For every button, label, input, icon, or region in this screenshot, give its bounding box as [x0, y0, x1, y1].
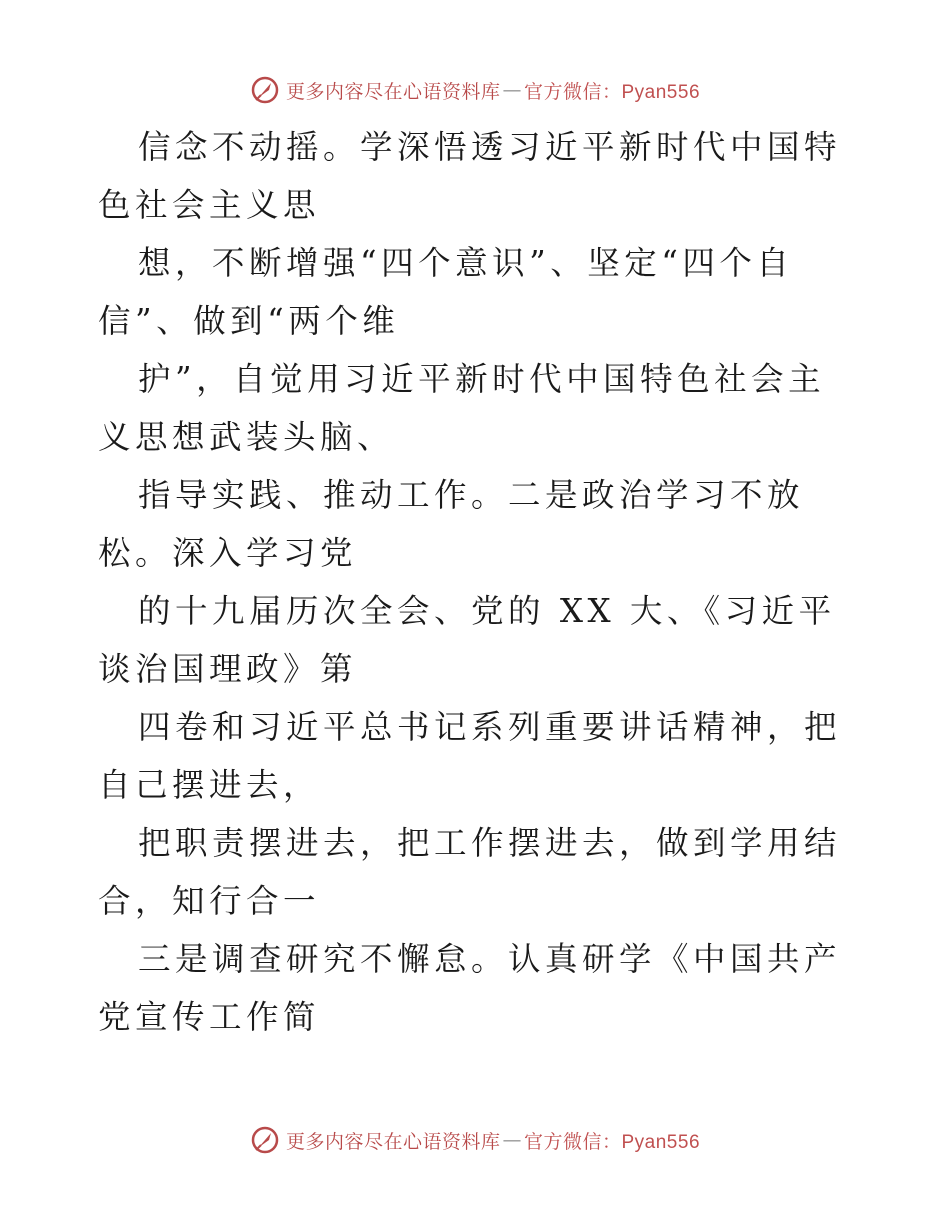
feather-pen-logo-icon: [250, 75, 280, 105]
paragraph: 三是调查研究不懈怠。认真研学《中国共产党宣传工作简: [98, 940, 842, 1036]
paragraph: 护”，自觉用习近平新时代中国特色社会主义思想武装头脑、: [98, 360, 826, 456]
paragraph: 四卷和习近平总书记系列重要讲话精神，把自己摆进去，: [98, 708, 842, 804]
paragraph: 信念不动摇。学深悟透习近平新时代中国特色社会主义思: [98, 128, 842, 224]
watermark-text: 更多内容尽在心语资料库: [285, 80, 501, 103]
paragraph: 指导实践、推动工作。二是政治学习不放松。深入学习党: [98, 476, 805, 572]
watermark-separator: —: [502, 1129, 522, 1151]
paragraph: 想，不断增强“四个意识”、坚定“四个自信”、做到“两个维: [98, 244, 794, 340]
watermark-contact: 官方微信：Pyan556: [524, 81, 701, 103]
watermark-separator: —: [502, 79, 522, 101]
document-body: [98, 118, 858, 1046]
paragraph: 的十九届历次全会、党的 XX 大、《习近平谈治国理政》第: [98, 592, 836, 688]
watermark-footer: [0, 1120, 950, 1160]
watermark-header: [0, 70, 950, 110]
feather-pen-logo-icon: [250, 1125, 280, 1155]
watermark-contact: 官方微信：Pyan556: [524, 1131, 701, 1153]
watermark-text: 更多内容尽在心语资料库: [285, 1130, 501, 1153]
paragraph: 把职责摆进去，把工作摆进去，做到学用结合，知行合一: [98, 824, 842, 920]
